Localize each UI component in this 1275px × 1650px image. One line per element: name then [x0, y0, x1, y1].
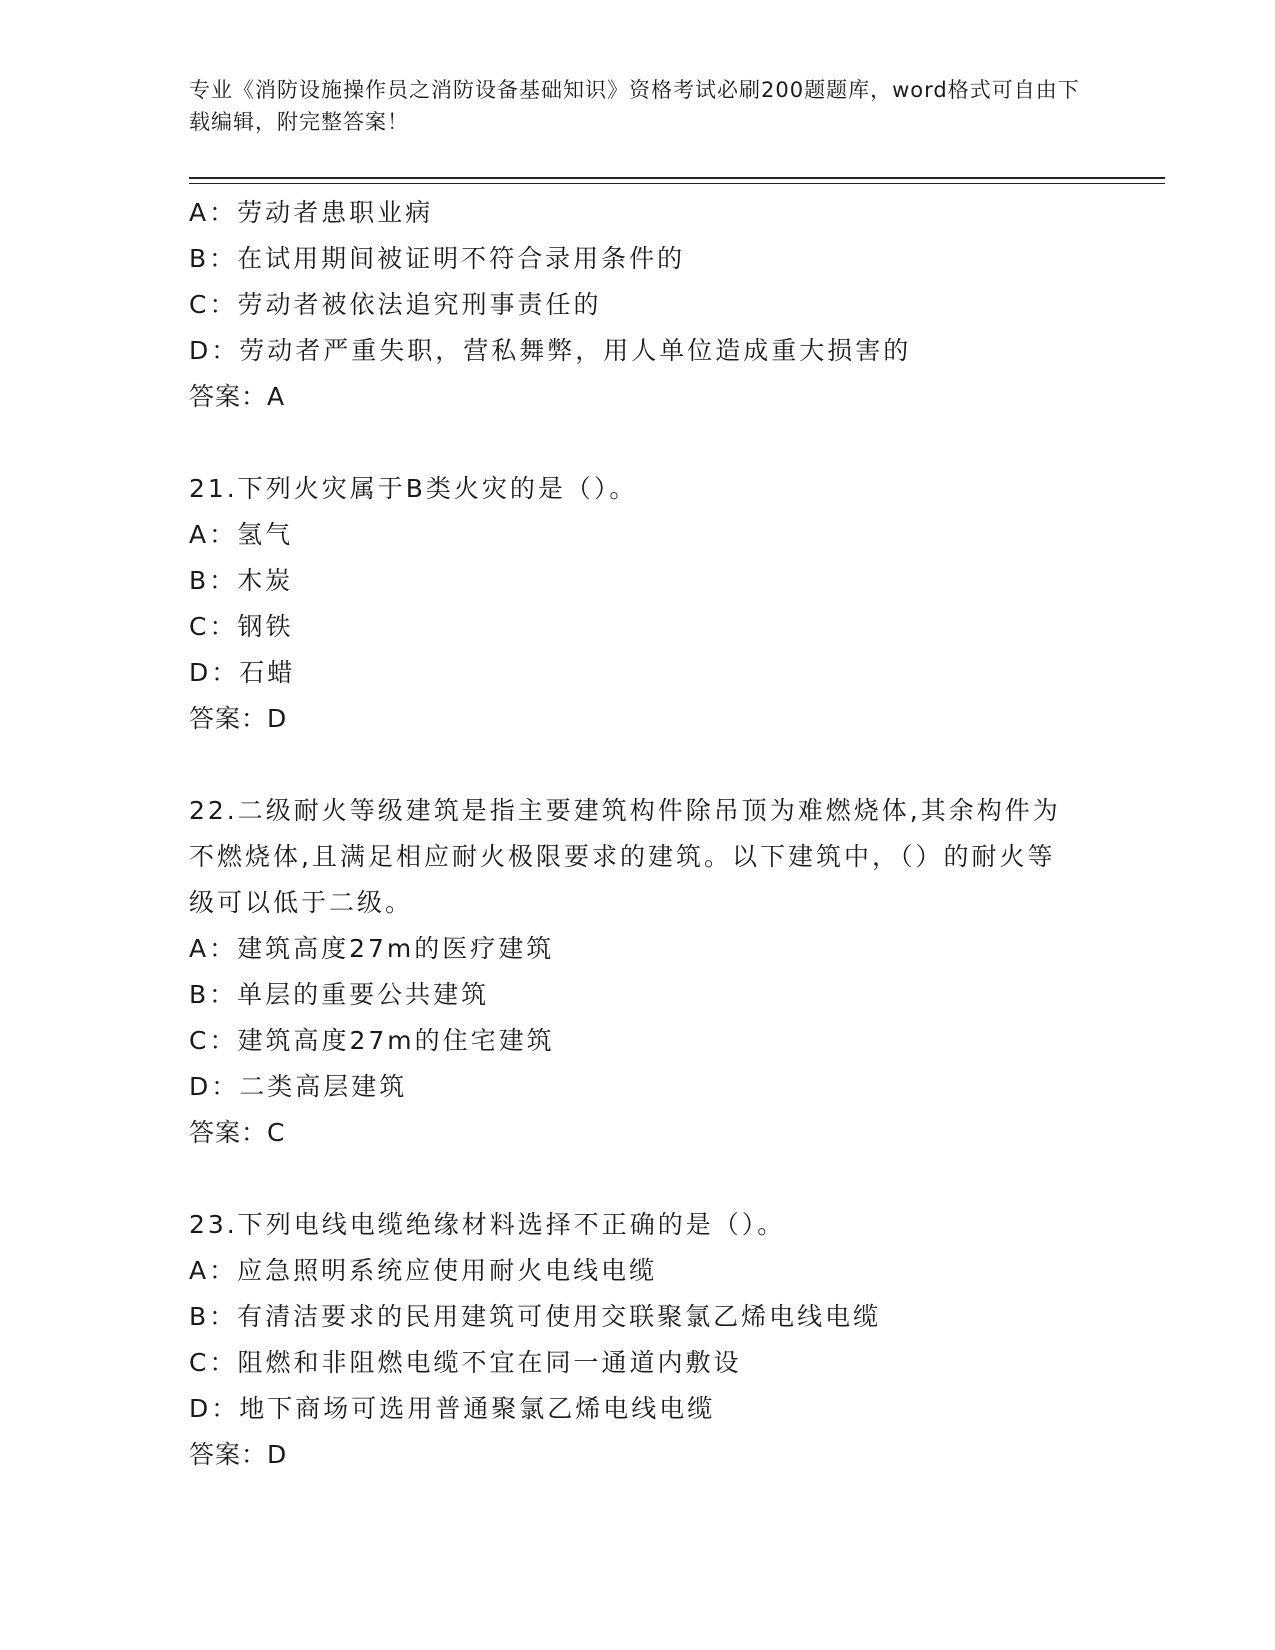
option-a: A：建筑高度27m的医疗建筑 — [189, 934, 555, 963]
prev-question-block — [189, 190, 1089, 420]
question-stem: 23.下列电线电缆绝缘材料选择不正确的是（）。 — [189, 1210, 786, 1239]
option-c: C：阻燃和非阻燃电缆不宜在同一通道内敷设 — [189, 1348, 742, 1377]
spacer — [189, 1156, 1089, 1202]
option-d: D：地下商场可选用普通聚氯乙烯电线电缆 — [189, 1394, 716, 1423]
header-rule-thin — [189, 183, 1165, 184]
header-rule-thick — [189, 177, 1165, 179]
option-a: A：劳动者患职业病 — [189, 198, 434, 227]
option-d: D：二类高层建筑 — [189, 1072, 408, 1101]
question-content — [189, 190, 1089, 1478]
spacer — [189, 742, 1089, 788]
option-d: D：石蜡 — [189, 658, 296, 687]
question-stem: 21.下列火灾属于B类火灾的是（）。 — [189, 474, 638, 503]
option-d: D：劳动者严重失职，营私舞弊，用人单位造成重大损害的 — [189, 336, 912, 365]
answer-line: 答案：C — [189, 1118, 286, 1147]
answer-line: 答案：A — [189, 382, 286, 411]
question-23 — [189, 1202, 1089, 1478]
document-header: 专业《消防设施操作员之消防设备基础知识》资格考试必刷200题题库，word格式可自由下载编辑，附完整答案！ — [189, 78, 1080, 134]
option-b: B：在试用期间被证明不符合录用条件的 — [189, 244, 686, 273]
option-c: C：钢铁 — [189, 612, 294, 641]
option-c: C：劳动者被依法追究刑事责任的 — [189, 290, 602, 319]
option-b: B：单层的重要公共建筑 — [189, 980, 490, 1009]
option-a: A：应急照明系统应使用耐火电线电缆 — [189, 1256, 658, 1285]
question-22 — [189, 788, 1089, 1156]
answer-line: 答案：D — [189, 704, 288, 733]
question-stem: 22.二级耐火等级建筑是指主要建筑构件除吊顶为难燃烧体,其余构件为不燃烧体,且满足相应耐火极限要求的建筑。以下建筑中，（）的耐火等级可以低于二级。 — [189, 796, 1061, 917]
option-b: B：有清洁要求的民用建筑可使用交联聚氯乙烯电线电缆 — [189, 1302, 882, 1331]
answer-line: 答案：D — [189, 1440, 288, 1469]
option-c: C：建筑高度27m的住宅建筑 — [189, 1026, 555, 1055]
spacer — [189, 420, 1089, 466]
question-21 — [189, 466, 1089, 742]
option-b: B：木炭 — [189, 566, 294, 595]
option-a: A：氢气 — [189, 520, 294, 549]
